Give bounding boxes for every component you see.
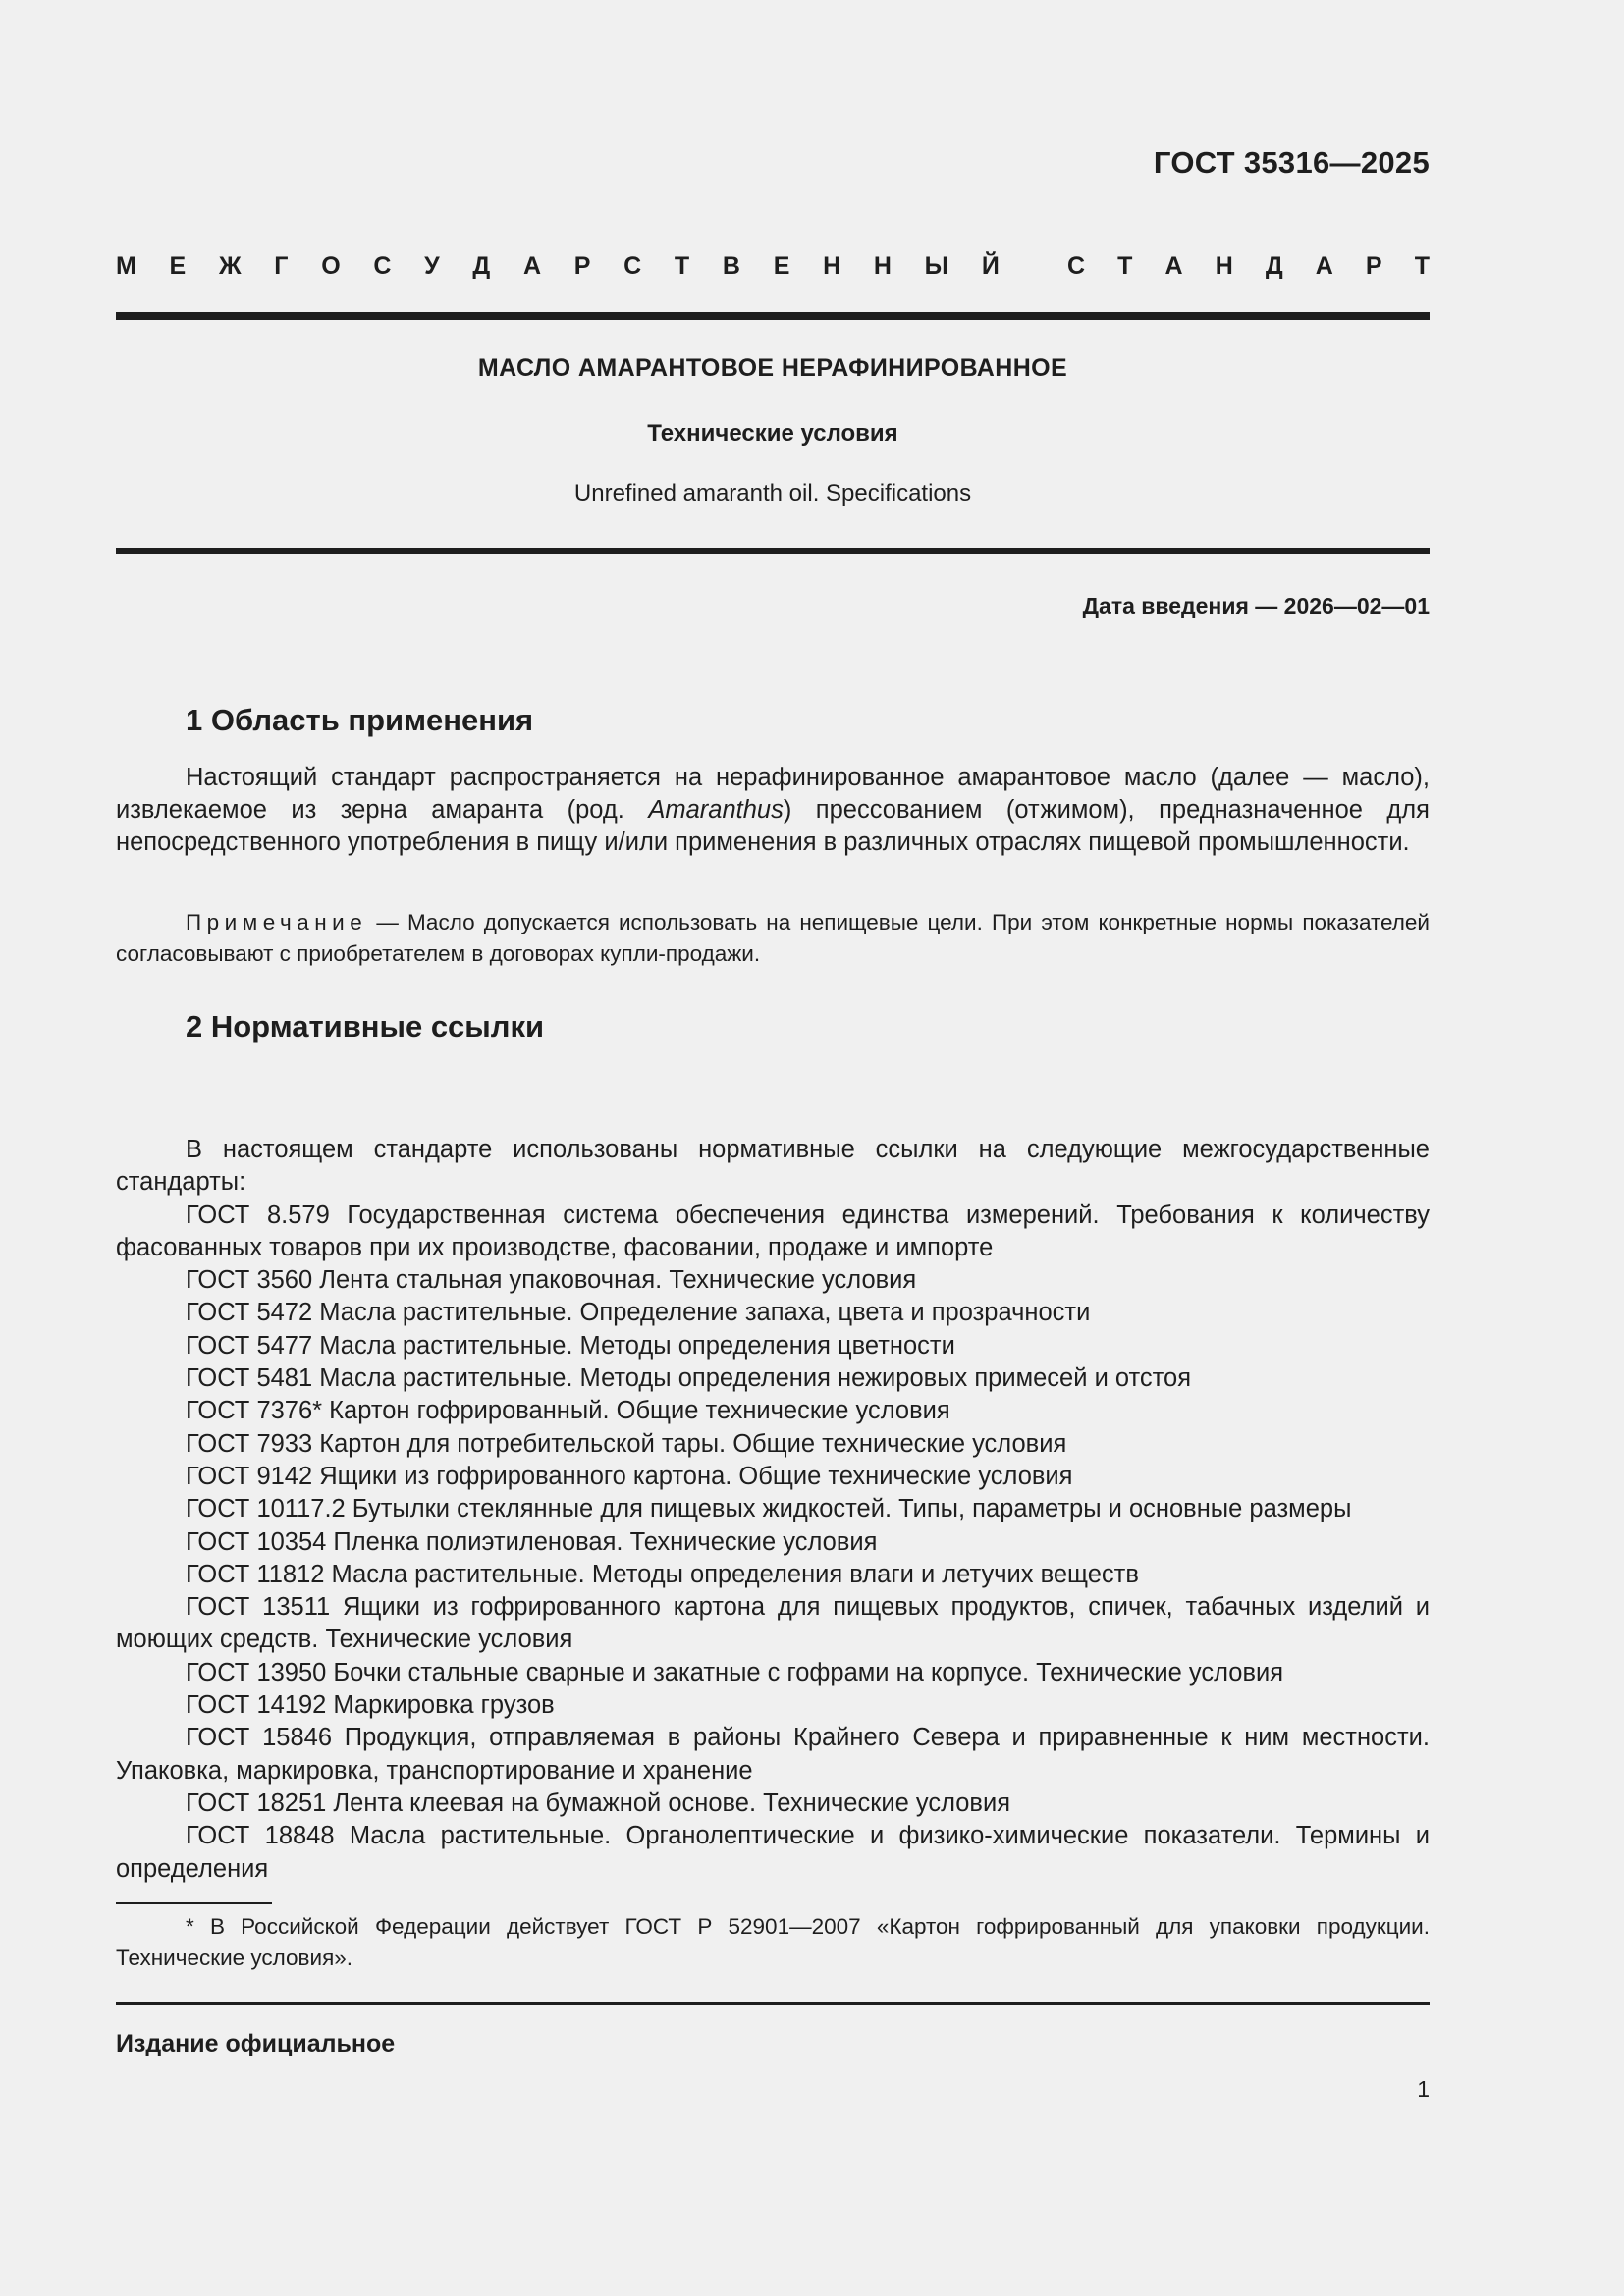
normative-references-list [116, 1134, 1430, 1886]
reference-item: ГОСТ 18251 Лента клеевая на бумажной основе. Технические условия [186, 1789, 1011, 1817]
section-1-note [116, 907, 1430, 970]
section-2-intro: В настоящем стандарте использованы нормативные ссылки на следующие межгосударственные стандарты: [116, 1136, 1430, 1197]
standard-type-letter: А [522, 252, 542, 280]
standard-type-letter: В [722, 252, 740, 280]
header-rule [116, 312, 1430, 320]
standard-type-letter: Р [573, 252, 591, 280]
standard-type-letter: Р [1365, 252, 1382, 280]
reference-item: ГОСТ 7376* Картон гофрированный. Общие технические условия [186, 1397, 950, 1425]
standard-type-letter: М [116, 252, 136, 280]
reference-item: ГОСТ 7933 Картон для потребительской тары. Общие технические условия [186, 1429, 1067, 1458]
standard-type-letter: С [623, 252, 642, 280]
reference-item: ГОСТ 3560 Лента стальная упаковочная. Технические условия [186, 1266, 917, 1295]
standard-type-letter: У [424, 252, 440, 280]
section-1-heading: 1 Область применения [186, 703, 534, 737]
section-1-text-part1: Настоящий стандарт распространяется на нерафинированное амарантовое масло (далее — масло), извлекаемое из зерна амаранта (род. [116, 764, 1430, 824]
standard-type-heading [116, 252, 1430, 281]
reference-item: ГОСТ 5472 Масла растительные. Определение запаха, цвета и прозрачности [186, 1299, 1091, 1327]
edition-label: Издание официальное [116, 2030, 396, 2057]
title-rule [116, 548, 1430, 554]
standard-type-letter: Д [1265, 252, 1283, 280]
section-2-heading: 2 Нормативные ссылки [186, 1009, 545, 1043]
standard-type-word-1 [116, 252, 1000, 281]
reference-item: ГОСТ 14192 Маркировка грузов [186, 1691, 555, 1720]
reference-items [116, 1200, 1430, 1886]
standard-type-letter: Й [981, 252, 1000, 280]
reference-item: ГОСТ 10354 Пленка полиэтиленовая. Технические условия [186, 1527, 878, 1556]
section-1-text-part2: ) прессованием (отжимом), предназначенное для непосредственного употребления в пищу и/или применения в различных отраслях пищевой промышленности. [116, 796, 1430, 856]
document-title: МАСЛО АМАРАНТОВОЕ НЕРАФИНИРОВАННОЕ [477, 354, 1068, 382]
footer-rule [116, 2002, 1430, 2005]
reference-item: ГОСТ 5481 Масла растительные. Методы определения нежировых примесей и отстоя [186, 1364, 1192, 1393]
reference-item: ГОСТ 10117.2 Бутылки стеклянные для пищевых жидкостей. Типы, параметры и основные размеры [186, 1495, 1352, 1523]
note-label: Примечание [186, 910, 368, 934]
introduction-date: Дата введения — 2026—02—01 [1082, 593, 1430, 618]
standard-type-word-2 [1067, 252, 1430, 281]
standard-type-letter: Н [1215, 252, 1233, 280]
standard-type-letter: Т [1117, 252, 1133, 280]
reference-item: ГОСТ 13950 Бочки стальные сварные и закатные с гофрами на корпусе. Технические условия [186, 1658, 1284, 1686]
standard-type-letter: Д [472, 252, 491, 280]
reference-item: ГОСТ 8.579 Государственная система обеспечения единства измерений. Требования к количеству фасованных товаров при их производстве, фасовании, продаже и импорте [116, 1201, 1430, 1261]
standard-type-letter: А [1164, 252, 1183, 280]
reference-item: ГОСТ 13511 Ящики из гофрированного картона для пищевых продуктов, спичек, табачных изделий и моющих средств. Технические условия [116, 1593, 1430, 1654]
standard-type-letter: Ж [218, 252, 242, 280]
reference-item: ГОСТ 11812 Масла растительные. Методы определения влаги и летучих веществ [186, 1560, 1139, 1588]
section-1-paragraph [116, 762, 1430, 859]
note-text: — Масло допускается использовать на непищевые цели. При этом конкретные нормы показателей согласовывают с приобретателем в договорах купли-продажи. [116, 910, 1430, 966]
reference-item: ГОСТ 15846 Продукция, отправляемая в районы Крайнего Севера и приравненные к ним местности. Упаковка, маркировка, транспортирование и хранение [116, 1724, 1430, 1785]
footnote: * В Российской Федерации действует ГОСТ Р 52901—2007 «Картон гофрированный для упаковки продукции. Технические условия». [116, 1914, 1430, 1970]
standard-type-letter: О [321, 252, 341, 280]
standard-type-letter: Н [823, 252, 841, 280]
reference-item: ГОСТ 5477 Масла растительные. Методы определения цветности [186, 1331, 955, 1360]
standard-type-letter: Е [773, 252, 790, 280]
standard-type-letter: Т [674, 252, 690, 280]
standard-type-letter: С [373, 252, 392, 280]
reference-item: ГОСТ 18848 Масла растительные. Органолептические и физико-химические показатели. Термины и определения [116, 1822, 1430, 1883]
document-number: ГОСТ 35316—2025 [1153, 145, 1430, 180]
standard-type-letter: Ы [924, 252, 949, 280]
document-subtitle: Технические условия [647, 420, 898, 447]
standard-type-letter: Т [1414, 252, 1430, 280]
standard-type-letter: Г [274, 252, 289, 280]
english-title: Unrefined amaranth oil. Specifications [573, 480, 972, 507]
standard-type-letter: Н [873, 252, 892, 280]
document-page [116, 0, 1430, 2296]
footnote-separator [116, 1902, 272, 1904]
page-number: 1 [1417, 2076, 1430, 2102]
standard-type-letter: Е [169, 252, 187, 280]
standard-type-letter: А [1315, 252, 1333, 280]
standard-type-letter: С [1067, 252, 1086, 280]
reference-item: ГОСТ 9142 Ящики из гофрированного картона. Общие технические условия [186, 1462, 1073, 1490]
section-1-genus-name: Amaranthus [648, 796, 784, 824]
